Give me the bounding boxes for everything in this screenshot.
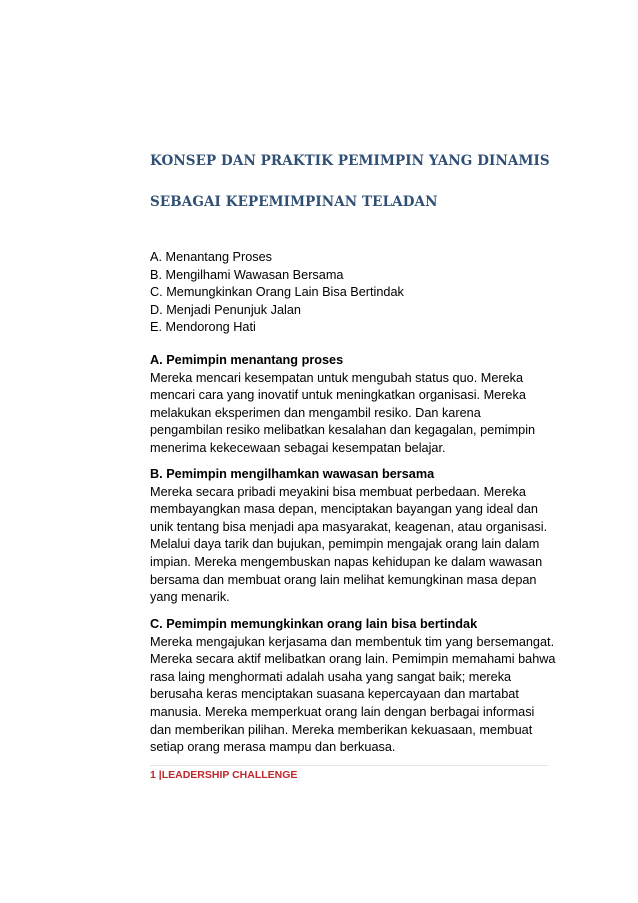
section-heading: C. Pemimpin memungkinkan orang lain bisa bertindak — [150, 617, 478, 631]
topic-list-item: D. Menjadi Penunjuk Jalan — [150, 302, 301, 317]
paragraph-line: mencari cara yang inovatif untuk meningkatkan organisasi. Mereka — [150, 388, 526, 403]
topic-list-item: B. Mengilhami Wawasan Bersama — [150, 267, 344, 282]
topic-list-item: A. Menantang Proses — [150, 250, 273, 264]
section-challenge-process — [150, 352, 550, 458]
paragraph-line: Melalui daya tarik dan bujukan, pemimpin mengajak orang lain dalam — [150, 537, 540, 552]
paragraph-line: melakukan eksperimen dan mengambil resiko. Dan karena — [150, 405, 481, 420]
section-enable-others — [150, 616, 556, 757]
section-heading: B. Pemimpin mengilhamkan wawasan bersama — [150, 467, 435, 481]
paragraph-line: Mereka mengajukan kerjasama dan membentuk tim yang bersemangat. — [150, 634, 555, 649]
paragraph-line: pengambilan resiko melibatkan kesalahan dan kegagalan, pemimpin — [150, 423, 536, 438]
paragraph-line: Mereka mencari kesempatan untuk mengubah status quo. Mereka — [150, 370, 524, 385]
paragraph-line: setiap orang merasa mampu dan berkuasa. — [150, 740, 396, 755]
paragraph-line: Mereka secara pribadi meyakini bisa membuat perbedaan. Mereka — [150, 484, 526, 499]
paragraph-line: berusaha keras menciptakan suasana kepercayaan dan martabat — [150, 687, 519, 702]
paragraph-line: membayangkan masa depan, menciptakan bayangan yang ideal dan — [150, 502, 538, 517]
topic-list — [150, 249, 404, 337]
paragraph-line: rasa laing menghormati adalah usaha yang sangat baik; mereka — [150, 669, 512, 684]
paragraph-line: manusia. Mereka memperkuat orang lain dengan berbagai informasi — [150, 704, 535, 719]
paragraph-line: dan memberikan pilihan. Mereka memberikan kekuasaan, membuat — [150, 722, 533, 737]
page-footer: 1 |LEADERSHIP CHALLENGE — [150, 769, 298, 781]
paragraph-line: Mereka secara aktif melibatkan orang lain. Pemimpin memahami bahwa — [150, 652, 556, 667]
paragraph-line: bersama dan membuat orang lain melihat kemungkinan masa depan — [150, 572, 537, 587]
paragraph-line: impian. Mereka mengembuskan napas kehidupan ke dalam wawasan — [150, 554, 543, 569]
topic-list-item: C. Memungkinkan Orang Lain Bisa Bertindak — [150, 285, 404, 300]
document-title-line-2: SEBAGAI KEPEMIMPINAN TELADAN — [150, 194, 438, 210]
paragraph-line: menerima kekecewaan sebagai kesempatan belajar. — [150, 440, 446, 455]
document-title-line-1: KONSEP DAN PRAKTIK PEMIMPIN YANG DINAMIS — [150, 153, 550, 169]
section-shared-vision — [150, 466, 550, 607]
section-heading: A. Pemimpin menantang proses — [150, 353, 344, 367]
paragraph-line: yang menarik. — [150, 590, 230, 605]
paragraph-line: unik tentang bisa menjadi apa masyarakat, keagenan, atau organisasi. — [150, 519, 548, 534]
footer-divider — [150, 765, 548, 766]
topic-list-item: E. Mendorong Hati — [150, 320, 256, 335]
